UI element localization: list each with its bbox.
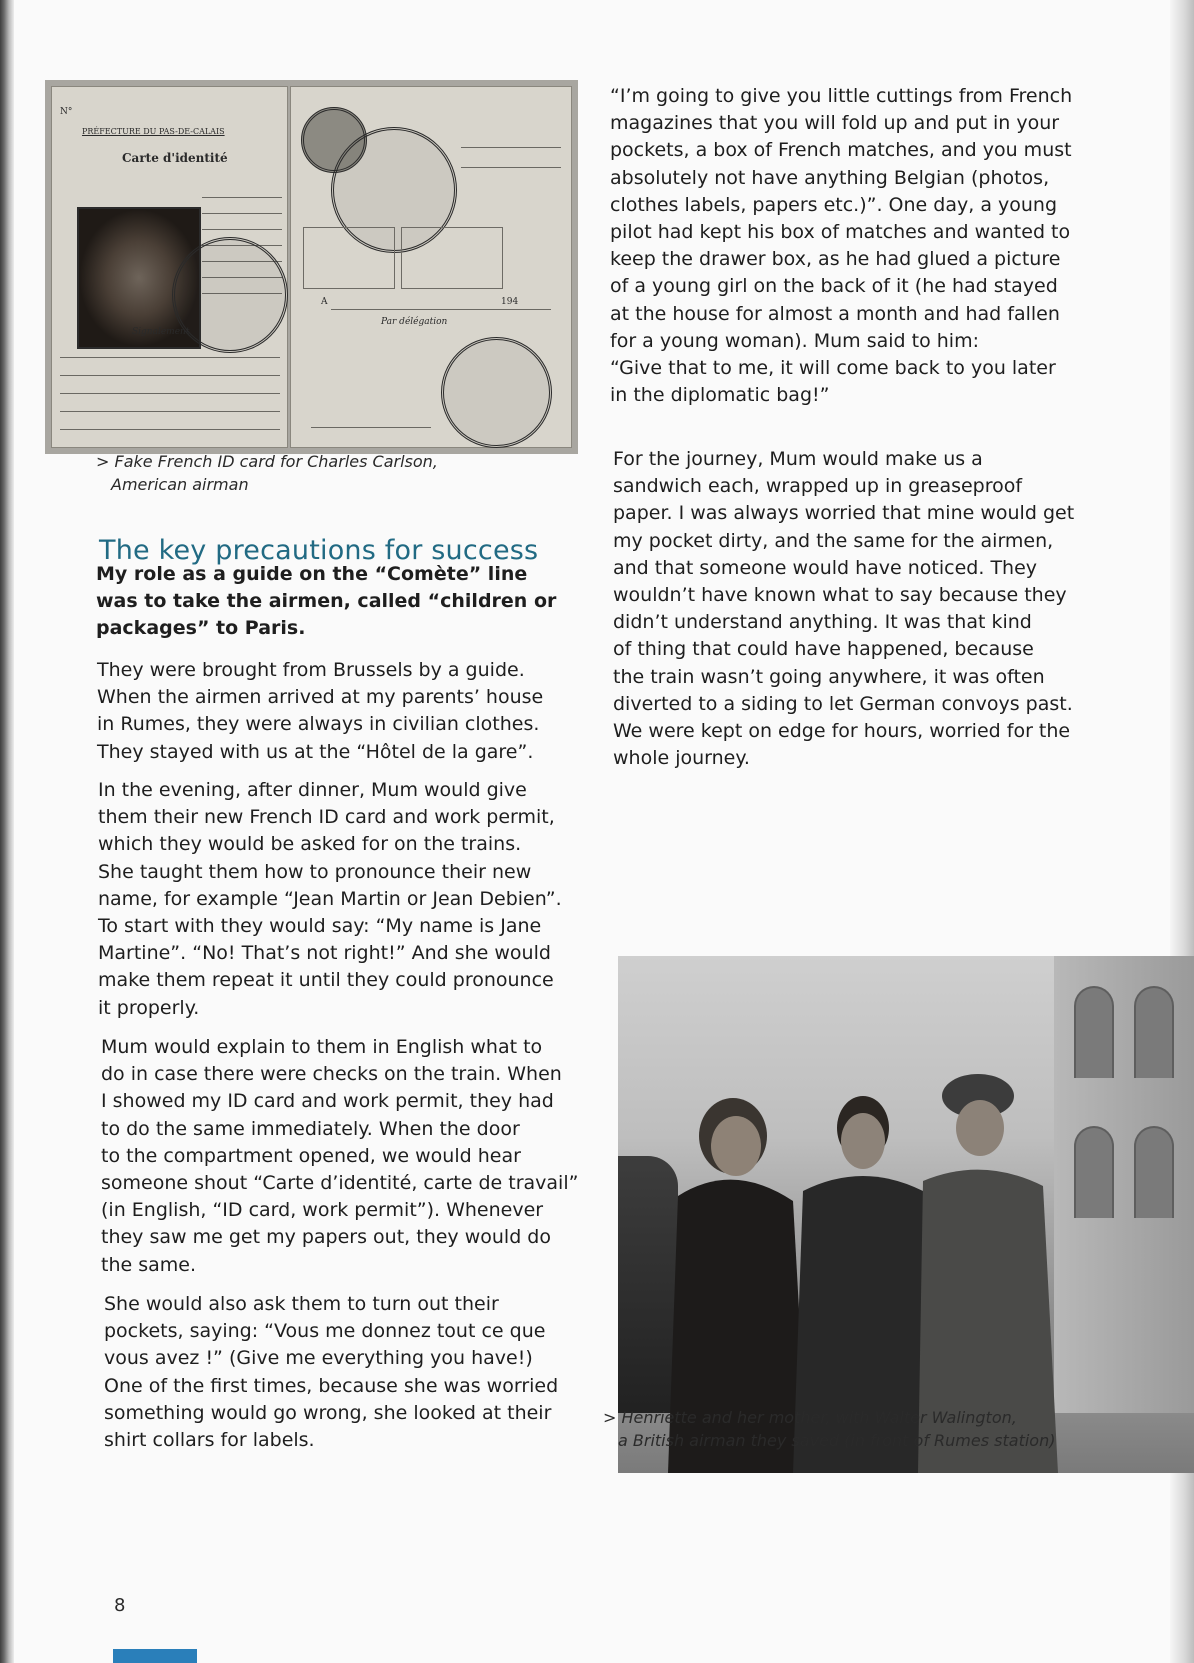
- text-line: someone shout “Carte d’identité, carte de travail”: [101, 1172, 579, 1195]
- id-card-right-page: [290, 86, 572, 448]
- text-line: name, for example “Jean Martin or Jean Debien”.: [98, 887, 562, 910]
- text-line: wouldn’t have known what to say because they: [613, 584, 1067, 607]
- id-card-number-label: N°: [60, 107, 73, 117]
- fake-id-card-photo: [45, 80, 578, 454]
- text-line: for a young woman). Mum said to him:: [610, 329, 979, 352]
- text-line: packages” to Paris.: [96, 617, 306, 640]
- id-card-prefecture: PRÉFECTURE DU PAS-DE-CALAIS: [82, 127, 225, 136]
- id-card-title: Carte d'identité: [122, 151, 228, 165]
- text-line: She taught them how to pronounce their new: [98, 860, 532, 883]
- id-card-year: 194: [501, 297, 519, 307]
- text-line: my pocket dirty, and the same for the airmen,: [613, 529, 1054, 552]
- caption-line: a British airman they saved (in front of Rumes station): [618, 1431, 1056, 1450]
- text-line: at the house for almost a month and had fallen: [610, 302, 1060, 325]
- text-line: which they would be asked for on the trains.: [98, 833, 522, 856]
- text-line: in the diplomatic bag!”: [610, 384, 830, 407]
- text-line: them their new French ID card and work permit,: [98, 806, 555, 829]
- page-binding-edge: [0, 0, 14, 1663]
- text-line: For the journey, Mum would make us a: [613, 448, 983, 470]
- group-photo-rumes-station: [618, 956, 1194, 1473]
- text-line: pockets, a box of French matches, and you must: [610, 139, 1072, 162]
- text-line: to the compartment opened, we would hear: [101, 1144, 521, 1167]
- text-line: of a young girl on the back of it (he had stayed: [610, 275, 1058, 298]
- id-card-left-page: [51, 86, 288, 448]
- text-line: of thing that could have happened, because: [613, 638, 1034, 661]
- left-paragraph-2: [98, 777, 562, 1022]
- text-line: She would also ask them to turn out their: [104, 1293, 499, 1315]
- group-photo-caption: [603, 1406, 1055, 1452]
- page-number: 8: [114, 1595, 126, 1616]
- text-line: “Give that to me, it will come back to you later: [610, 357, 1056, 380]
- text-line: They stayed with us at the “Hôtel de la gare”.: [97, 740, 534, 763]
- text-line: do in case there were checks on the train. When: [101, 1063, 562, 1086]
- text-line: was to take the airmen, called “children or: [96, 590, 557, 613]
- text-line: One of the first times, because she was worried: [104, 1374, 559, 1397]
- text-line: vous avez !” (Give me everything you have!): [104, 1347, 533, 1370]
- text-line: make them repeat it until they could pronounce: [98, 969, 554, 992]
- text-line: I showed my ID card and work permit, they had: [101, 1090, 554, 1113]
- text-line: When the airmen arrived at my parents’ house: [97, 686, 544, 709]
- text-line: paper. I was always worried that mine would get: [613, 502, 1075, 525]
- text-line: whole journey.: [613, 747, 750, 770]
- text-line: Martine”. “No! That’s not right!” And she would: [98, 942, 551, 965]
- text-line: didn’t understand anything. It was that kind: [613, 611, 1032, 634]
- left-paragraph-3: [101, 1034, 578, 1279]
- text-line: pockets, saying: “Vous me donnez tout ce que: [104, 1320, 546, 1343]
- left-paragraph-1: [97, 657, 543, 766]
- people-figures: [618, 956, 1194, 1473]
- text-line: absolutely not have anything Belgian (photos,: [610, 166, 1050, 189]
- text-line: “I’m going to give you little cuttings from French: [610, 85, 1073, 107]
- section-heading: The key precautions for success: [99, 535, 539, 566]
- right-paragraph-1: [610, 83, 1072, 409]
- text-line: In the evening, after dinner, Mum would give: [98, 779, 527, 801]
- text-line: and that someone would have noticed. They: [613, 556, 1038, 579]
- text-line: magazines that you will fold up and put in your: [610, 112, 1060, 135]
- text-line: in Rumes, they were always in civilian clothes.: [97, 713, 540, 736]
- text-line: the train wasn’t going anywhere, it was often: [613, 665, 1045, 688]
- id-card-signalement: Signalement: [132, 327, 190, 337]
- text-line: sandwich each, wrapped up in greaseproof: [613, 475, 1023, 498]
- lead-paragraph: [96, 561, 556, 643]
- text-line: We were kept on edge for hours, worried for the: [613, 720, 1071, 743]
- text-line: clothes labels, papers etc.)”. One day, a young: [610, 193, 1058, 216]
- id-card-delegation: Par délégation: [381, 317, 448, 327]
- text-line: it properly.: [98, 996, 200, 1019]
- text-line: shirt collars for labels.: [104, 1429, 315, 1452]
- text-line: Mum would explain to them in English what to: [101, 1036, 543, 1058]
- text-line: pilot had kept his box of matches and wanted to: [610, 221, 1071, 244]
- id-card-a-label: A: [321, 297, 328, 307]
- right-paragraph-2: [613, 446, 1074, 772]
- left-paragraph-4: [104, 1291, 558, 1454]
- caption-line: > Henriette and her mother, with Walter Walington,: [603, 1408, 1017, 1427]
- text-line: (in English, “ID card, work permit”). Whenever: [101, 1199, 544, 1222]
- text-line: the same.: [101, 1253, 196, 1276]
- text-line: They were brought from Brussels by a guide.: [97, 659, 525, 681]
- caption-line: > Fake French ID card for Charles Carlson,: [96, 452, 438, 471]
- text-line: diverted to a siding to let German convoys past.: [613, 692, 1073, 715]
- text-line: keep the drawer box, as he had glued a picture: [610, 248, 1061, 271]
- caption-line: American airman: [111, 475, 249, 494]
- text-line: to do the same immediately. When the door: [101, 1117, 520, 1140]
- id-card-police-stamp: [441, 337, 552, 448]
- id-card-caption: [96, 450, 438, 496]
- text-line: they saw me get my papers out, they would do: [101, 1226, 551, 1249]
- text-line: To start with they would say: “My name is Jane: [98, 915, 542, 938]
- text-line: My role as a guide on the “Comète” line: [96, 563, 528, 585]
- text-line: something would go wrong, she looked at their: [104, 1401, 552, 1424]
- page-tab-bar: [113, 1649, 197, 1663]
